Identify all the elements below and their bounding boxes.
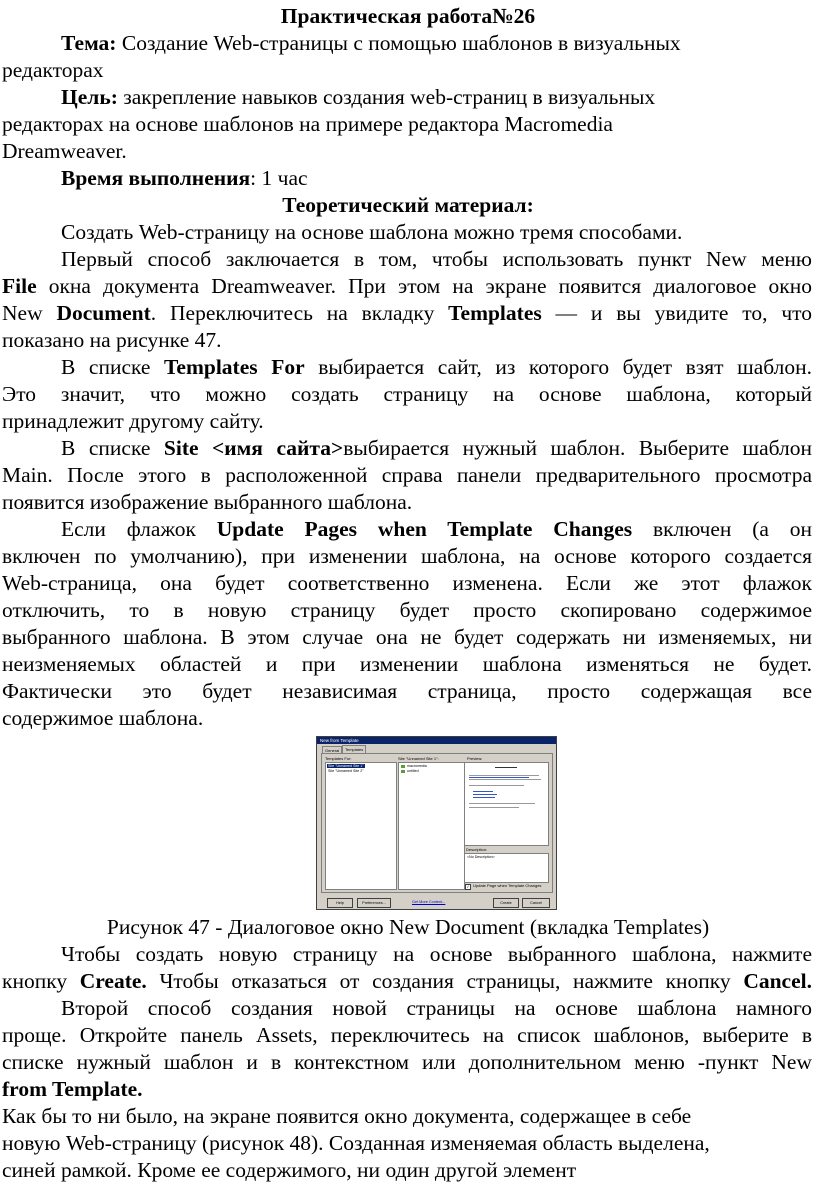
update-page-checkbox-label: Update Page when Template Changes — [473, 883, 542, 888]
cancel-button: Cancel — [522, 898, 550, 908]
p2-line-4: показано на рисунке 47. — [2, 328, 222, 352]
help-button: Help — [327, 898, 353, 908]
preview-pane — [464, 762, 549, 846]
template-icon — [401, 770, 405, 773]
p4-line-2: Main. После этого в расположенной справа панели предварительного просмотра — [2, 463, 812, 487]
list-item: untitled — [407, 769, 419, 773]
section-heading: Теоретический материал: — [282, 193, 534, 217]
p6-line-2: кнопку Create. Чтобы отказаться от создания страницы, нажмите кнопку Cancel. — [2, 969, 812, 993]
tab-templates: Templates — [342, 745, 366, 754]
get-more-content-link: Get More Content... — [412, 900, 446, 904]
p4-line-1: В списке Site <имя сайта>выбирается нужный шаблон. Выберите шаблон — [61, 436, 812, 460]
p5-line-6: неизменяемых областей и при изменении шаблона изменяться не будет. — [2, 652, 812, 676]
description-text: <No Description> — [467, 855, 495, 859]
p3-line-1: В списке Templates For выбирается сайт, из которого будет взят шаблон. — [61, 355, 813, 379]
tab-general: General — [322, 746, 342, 754]
templates-for-label: Templates For: — [325, 756, 352, 761]
time-line: Время выполнения: 1 час — [61, 166, 308, 190]
figure-caption: Рисунок 47 - Диалоговое окно New Document (вкладка Templates) — [106, 915, 710, 939]
update-page-checkbox: ✓ — [466, 884, 470, 889]
p5-line-3: Web-страница, она будет соответственно изменена. Если же этот флажок — [2, 571, 812, 595]
site-label: Site "Unnamed Site 1": — [398, 756, 439, 761]
p4-line-3: появится изображение выбранного шаблона. — [2, 490, 413, 514]
p5-line-7: Фактически это будет независимая страница, просто содержащая все — [2, 679, 812, 703]
p2-line-1: Первый способ заключается в том, чтобы использовать пункт New меню — [61, 247, 812, 271]
p5-line-1: Если флажок Update Pages when Template Changes включен (а он — [61, 517, 813, 541]
goal-line-3: Dreamweaver. — [2, 139, 127, 163]
description-box — [464, 853, 549, 883]
template-icon — [401, 765, 405, 768]
p7-line-2: проще. Откройте панель Assets, переключитесь на список шаблонов, выберите в — [2, 1023, 812, 1047]
p5-line-2: включен по умолчанию), при изменении шаблона, на основе которого создается — [2, 544, 812, 568]
p7-line-4: from Template. — [2, 1077, 143, 1101]
templates-for-list — [325, 762, 397, 890]
create-button: Create — [493, 898, 519, 908]
p2-line-2: File окна документа Dreamweaver. При этом на экране появится диалоговое окно — [2, 274, 812, 298]
p5-line-5: выбранного шаблона. В этом случае она не будет содержать ни изменяемых, ни — [2, 625, 812, 649]
dialog-title-bar: New from Template — [317, 737, 556, 744]
p7-line-3: списке нужный шаблон и в контекстном или дополнительном меню -пункт New — [2, 1050, 812, 1074]
p3-line-2: Это значит, что можно создать страницу на основе шаблона, который — [2, 382, 812, 406]
p3-line-3: принадлежит другому сайту. — [2, 409, 264, 433]
preview-label: Preview: — [467, 756, 483, 761]
list-item: macromedia — [407, 764, 427, 768]
p8-line-3: синей рамкой. Кроме ее содержимого, ни один другой элемент — [2, 1158, 577, 1182]
description-label: Description: — [466, 847, 488, 852]
p2-line-3: New Document. Переключитесь на вкладку Templates — и вы увидите то, что — [2, 301, 813, 325]
p8-line-2: новую Web-страницу (рисунок 48). Созданная изменяемая область выделена, — [2, 1131, 710, 1155]
p6-line-1: Чтобы создать новую страницу на основе выбранного шаблона, нажмите — [61, 942, 812, 966]
p8-line-1: Как бы то ни было, на экране появится окно документа, содержащее в себе — [2, 1104, 692, 1128]
p5-line-8: содержимое шаблона. — [2, 706, 204, 730]
goal-line-1: Цель: закрепление навыков создания web-страниц в визуальных — [61, 85, 656, 109]
page-title: Практическая работа№26 — [280, 4, 536, 28]
list-item: Site "Unnamed Site 1" — [328, 764, 364, 768]
paragraph-1: Создать Web-страницу на основе шаблона можно тремя способами. — [61, 220, 683, 244]
preferences-button: Preferences... — [357, 898, 391, 908]
figure-dialog-screenshot — [316, 736, 557, 910]
topic-line-2: редакторах — [2, 58, 104, 82]
topic-line-1: Тема: Создание Web-страницы с помощью шаблонов в визуальных — [61, 31, 681, 55]
goal-line-2: редакторах на основе шаблонов на примере редактора Macromedia — [2, 112, 613, 136]
list-item: Site "Unnamed Site 2" — [328, 769, 364, 773]
p5-line-4: отключить, то в новую страницу будет просто скопировано содержимое — [2, 598, 812, 622]
site-template-list — [398, 762, 465, 890]
p7-line-1: Второй способ создания новой страницы на основе шаблона намного — [61, 996, 812, 1020]
